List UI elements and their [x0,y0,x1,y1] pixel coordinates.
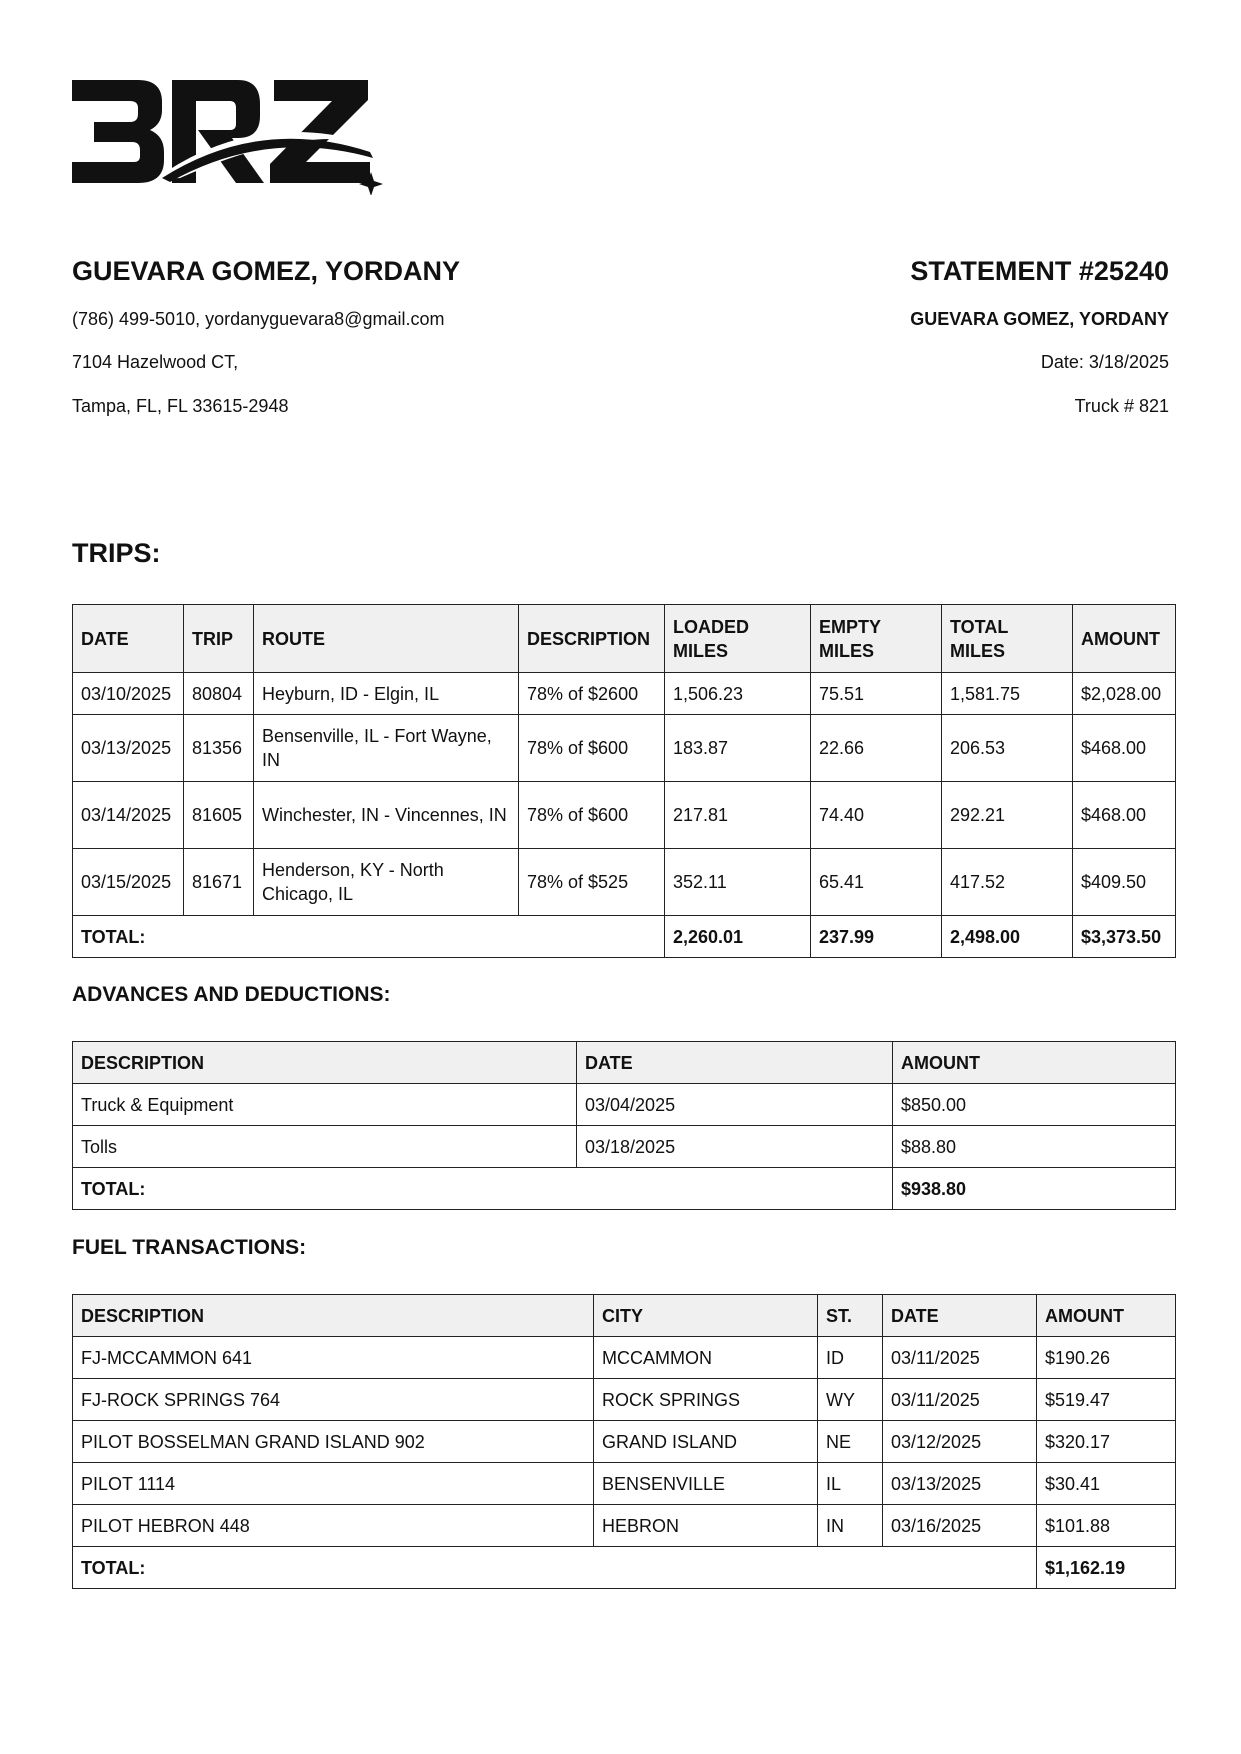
table-cell: $519.47 [1037,1379,1176,1421]
table-cell: ROCK SPRINGS [594,1379,818,1421]
table-cell: $190.26 [1037,1337,1176,1379]
driver-address-line2: Tampa, FL, FL 33615-2948 [72,396,289,416]
column-header: LOADED MILES [665,605,811,673]
column-header: AMOUNT [1073,605,1176,673]
table-row [73,1126,1176,1168]
driver-info [72,255,632,416]
table-cell: 78% of $525 [519,849,665,916]
table-cell: 22.66 [811,715,942,782]
advances-heading: ADVANCES AND DEDUCTIONS: [72,983,391,1006]
table-cell: $30.41 [1037,1463,1176,1505]
column-header: TOTAL MILES [942,605,1073,673]
table-cell: 03/16/2025 [883,1505,1037,1547]
table-cell: NE [818,1421,883,1463]
table-row [73,1379,1176,1421]
column-header: DATE [883,1295,1037,1337]
table-cell: $2,028.00 [1073,673,1176,715]
company-logo [70,80,390,195]
table-cell: WY [818,1379,883,1421]
table-cell: 1,506.23 [665,673,811,715]
table-cell: 352.11 [665,849,811,916]
statement-name: GUEVARA GOMEZ, YORDANY [910,309,1169,329]
driver-name: GUEVARA GOMEZ, YORDANY [72,256,461,286]
table-cell: PILOT HEBRON 448 [73,1505,594,1547]
table-cell: 03/15/2025 [73,849,184,916]
table-cell: 03/10/2025 [73,673,184,715]
table-row [73,782,1176,849]
table-cell: 417.52 [942,849,1073,916]
column-header: CITY [594,1295,818,1337]
table-cell: 03/12/2025 [883,1421,1037,1463]
table-cell: 80804 [184,673,254,715]
fuel-table [72,1294,1176,1589]
column-header: EMPTY MILES [811,605,942,673]
table-cell: PILOT 1114 [73,1463,594,1505]
table-cell: 1,581.75 [942,673,1073,715]
table-cell: BENSENVILLE [594,1463,818,1505]
table-cell: 03/04/2025 [577,1084,893,1126]
table-cell: $468.00 [1073,715,1176,782]
table-cell: Tolls [73,1126,577,1168]
table-cell: FJ-MCCAMMON 641 [73,1337,594,1379]
table-cell: Truck & Equipment [73,1084,577,1126]
table-row [73,1337,1176,1379]
table-cell: $101.88 [1037,1505,1176,1547]
table-cell: PILOT BOSSELMAN GRAND ISLAND 902 [73,1421,594,1463]
column-header: AMOUNT [893,1042,1176,1084]
table-cell: IN [818,1505,883,1547]
table-header-row [73,1042,1176,1084]
table-cell: 03/18/2025 [577,1126,893,1168]
table-row [73,715,1176,782]
table-cell: 78% of $2600 [519,673,665,715]
table-cell: 74.40 [811,782,942,849]
table-cell: 81356 [184,715,254,782]
table-cell: 78% of $600 [519,782,665,849]
total-miles: 2,498.00 [942,916,1073,958]
table-cell: $320.17 [1037,1421,1176,1463]
table-cell: Henderson, KY - North Chicago, IL [254,849,519,916]
total-amount: $938.80 [893,1168,1176,1210]
table-row [73,1084,1176,1126]
table-cell: 292.21 [942,782,1073,849]
column-header: DESCRIPTION [519,605,665,673]
table-cell: $409.50 [1073,849,1176,916]
table-cell: 217.81 [665,782,811,849]
total-label: TOTAL: [73,1168,893,1210]
table-row [73,849,1176,916]
table-cell: 75.51 [811,673,942,715]
advances-table [72,1041,1176,1210]
table-cell: GRAND ISLAND [594,1421,818,1463]
total-loaded-miles: 2,260.01 [665,916,811,958]
trips-heading: TRIPS: [72,538,161,568]
table-row [73,673,1176,715]
table-cell: 183.87 [665,715,811,782]
table-cell: FJ-ROCK SPRINGS 764 [73,1379,594,1421]
table-cell: 03/13/2025 [73,715,184,782]
table-cell: 03/11/2025 [883,1379,1037,1421]
fuel-total-row [73,1547,1176,1589]
table-cell: Bensenville, IL - Fort Wayne, IN [254,715,519,782]
table-row [73,1505,1176,1547]
statement-title: STATEMENT #25240 [910,256,1169,286]
trips-table [72,604,1176,958]
column-header: ROUTE [254,605,519,673]
column-header: DESCRIPTION [73,1042,577,1084]
table-cell: Heyburn, ID - Elgin, IL [254,673,519,715]
table-cell: 03/11/2025 [883,1337,1037,1379]
table-cell: MCCAMMON [594,1337,818,1379]
table-header-row [73,1295,1176,1337]
total-label: TOTAL: [73,1547,1037,1589]
column-header: TRIP [184,605,254,673]
table-cell: HEBRON [594,1505,818,1547]
column-header: ST. [818,1295,883,1337]
table-header-row [73,605,1176,673]
statement-info [649,255,1169,416]
column-header: AMOUNT [1037,1295,1176,1337]
table-cell: 206.53 [942,715,1073,782]
table-cell: IL [818,1463,883,1505]
table-cell: 78% of $600 [519,715,665,782]
table-cell: Winchester, IN - Vincennes, IN [254,782,519,849]
advances-total-row [73,1168,1176,1210]
total-amount: $3,373.50 [1073,916,1176,958]
statement-truck: Truck # 821 [1074,396,1169,416]
driver-contact: (786) 499-5010, yordanyguevara8@gmail.com [72,309,445,329]
table-cell: 81671 [184,849,254,916]
table-cell: 81605 [184,782,254,849]
column-header: DATE [577,1042,893,1084]
table-cell: $850.00 [893,1084,1176,1126]
table-row [73,1421,1176,1463]
table-cell: $88.80 [893,1126,1176,1168]
table-cell: ID [818,1337,883,1379]
table-cell: $468.00 [1073,782,1176,849]
table-cell: 03/13/2025 [883,1463,1037,1505]
trips-total-row [73,916,1176,958]
total-label: TOTAL: [73,916,665,958]
table-cell: 65.41 [811,849,942,916]
table-cell: 03/14/2025 [73,782,184,849]
total-empty-miles: 237.99 [811,916,942,958]
total-amount: $1,162.19 [1037,1547,1176,1589]
driver-address-line1: 7104 Hazelwood CT, [72,352,239,372]
column-header: DATE [73,605,184,673]
fuel-heading: FUEL TRANSACTIONS: [72,1236,307,1259]
statement-date: Date: 3/18/2025 [1040,352,1169,372]
table-row [73,1463,1176,1505]
column-header: DESCRIPTION [73,1295,594,1337]
